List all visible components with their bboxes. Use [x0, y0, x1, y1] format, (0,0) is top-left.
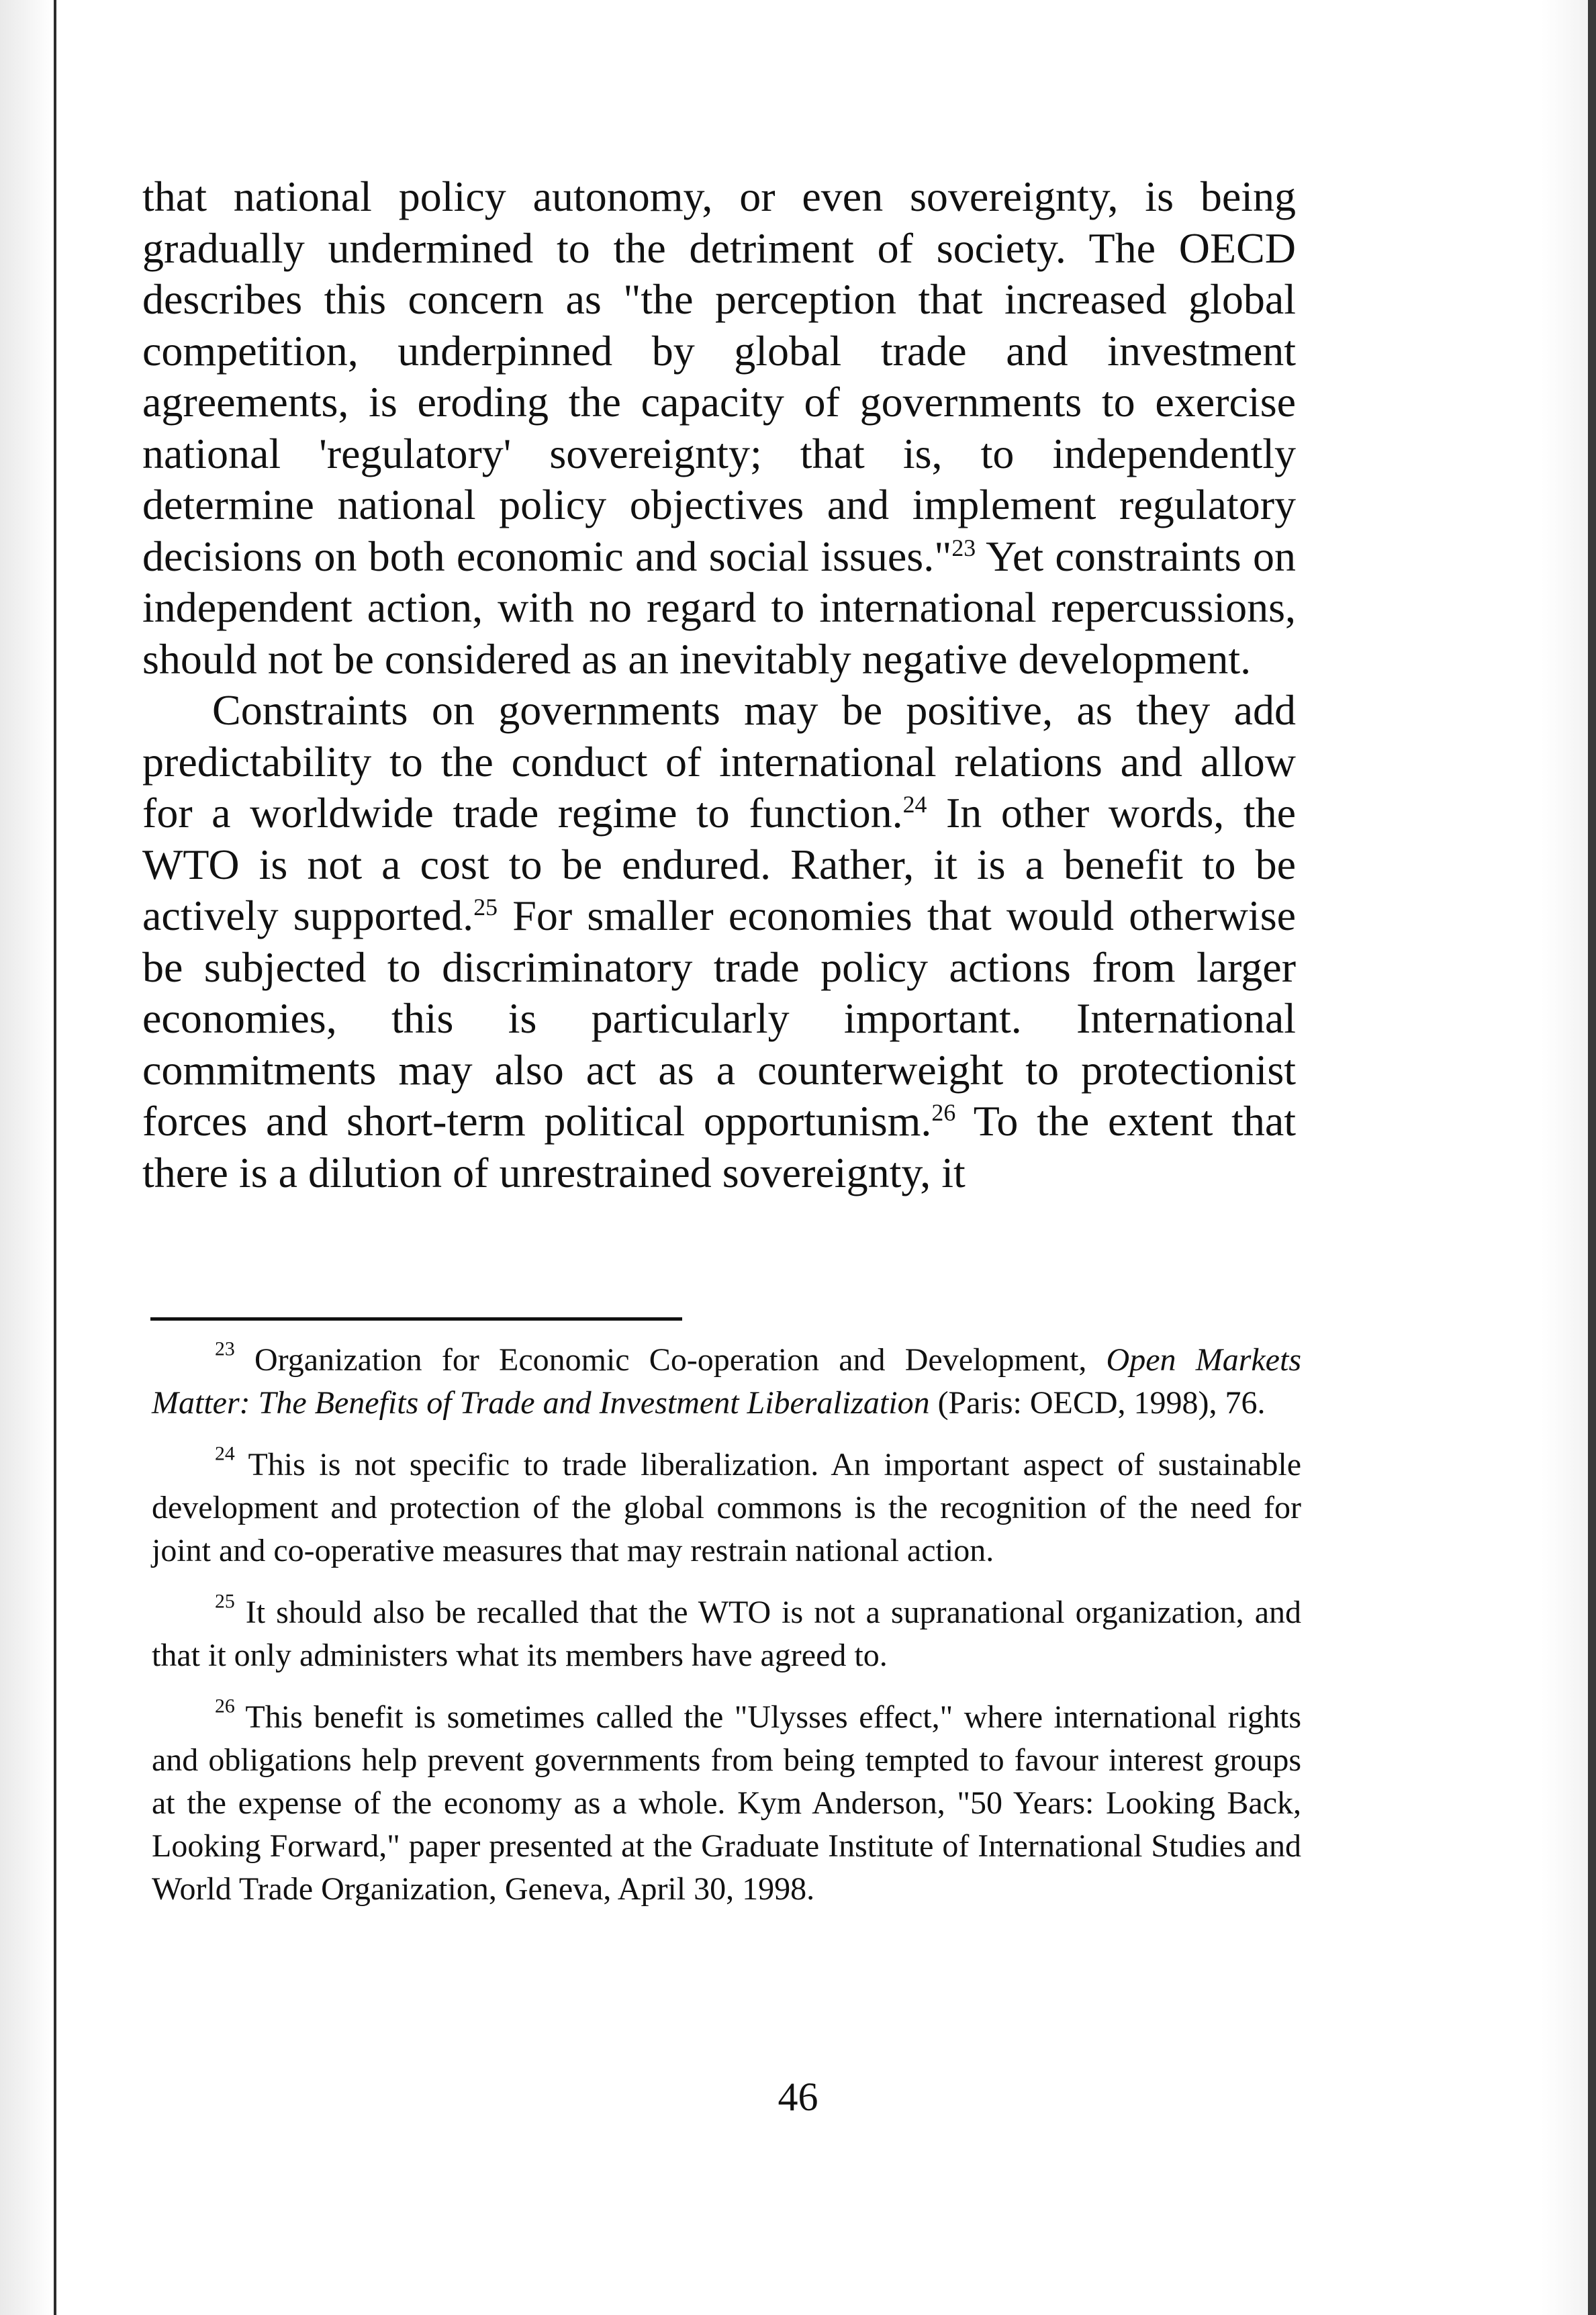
page-right-shade	[1541, 0, 1588, 2315]
page-number: 46	[778, 2075, 818, 2119]
page-right-edge	[1588, 0, 1596, 2315]
footnote-number: 26	[215, 1695, 235, 1717]
page-binding-line	[54, 0, 56, 2315]
footnote-25	[152, 1591, 1301, 1677]
footnotes	[152, 1339, 1301, 1930]
paragraph-2-text-a: Constraints on governments may be positive, as they add predictability to the conduct of international relations and allow for a worldwide trade regime to function.	[142, 686, 1296, 837]
page-left-edge	[0, 0, 55, 2315]
body-text	[142, 171, 1296, 1198]
footnote-text: Organization for Economic Co-operation and Development,	[234, 1342, 1107, 1378]
footnote-number: 24	[215, 1442, 235, 1465]
footnote-text-end: (Paris: OECD, 1998), 76.	[929, 1385, 1266, 1421]
footnote-23	[152, 1339, 1301, 1425]
paragraph-2-text-d: To the extent that there is a dilution of unrestrained sovereignty, it	[142, 1097, 1297, 1196]
paragraph-2-text-b: In other words, the WTO is not a cost to be endured. Rather, it is a benefit to be actively supported.	[142, 789, 1297, 939]
footnote-ref-24: 24	[902, 790, 927, 818]
paragraph-1-text: that national policy autonomy, or even sovereignty, is being gradually undermined to the detriment of society. The OECD describes this concern as "the perception that increased global competition, underpinned by global trade and investment agreements, is eroding the capacity of governments to exercise national 'regulatory' sovereignty; that is, to independently determine national policy objectives and implement regulatory decisions on both economic and social issues."	[142, 173, 1296, 580]
paragraph-1	[142, 171, 1296, 685]
footnote-text: It should also be recalled that the WTO is not a supranational organization, and that it only administers what its members have agreed to.	[152, 1595, 1301, 1673]
footnote-number: 25	[215, 1590, 235, 1613]
footnote-text: This is not specific to trade liberalization. An important aspect of sustainable development and protection of the global commons is the recognition of the need for joint and co-operative measures that may restrain national action.	[152, 1447, 1301, 1568]
paragraph-1-text-end: Yet constraints on independent action, with no regard to international repercussions, should not be considered as an inevitably negative development.	[142, 532, 1297, 683]
footnote-26	[152, 1696, 1301, 1911]
footnote-number: 23	[215, 1337, 235, 1360]
footnote-title: Open Markets Matter: The Benefits of Trade and Investment Liberalization	[152, 1342, 1301, 1421]
footnote-24	[152, 1444, 1301, 1572]
footnote-ref-26: 26	[931, 1098, 956, 1126]
footnote-ref-25: 25	[473, 893, 498, 920]
footnote-text: This benefit is sometimes called the "Ulysses effect," where international rights and obligations help prevent governments from being tempted to favour interest groups at the expense of the economy as a whole. Kym Anderson, "50 Years: Looking Back, Looking Forward," paper presented at the Graduate Institute of International Studies and World Trade Organization, Geneva, April 30, 1998.	[152, 1699, 1301, 1907]
paragraph-2-text-c: For smaller economies that would otherwise be subjected to discriminatory trade policy actions from larger economies, this is particularly important. International commitments may also act as a counterweight to protectionist forces and short-term political opportunism.	[142, 892, 1297, 1145]
footnote-ref-23: 23	[951, 534, 976, 561]
footnote-separator	[150, 1317, 682, 1321]
paragraph-2	[142, 685, 1296, 1198]
